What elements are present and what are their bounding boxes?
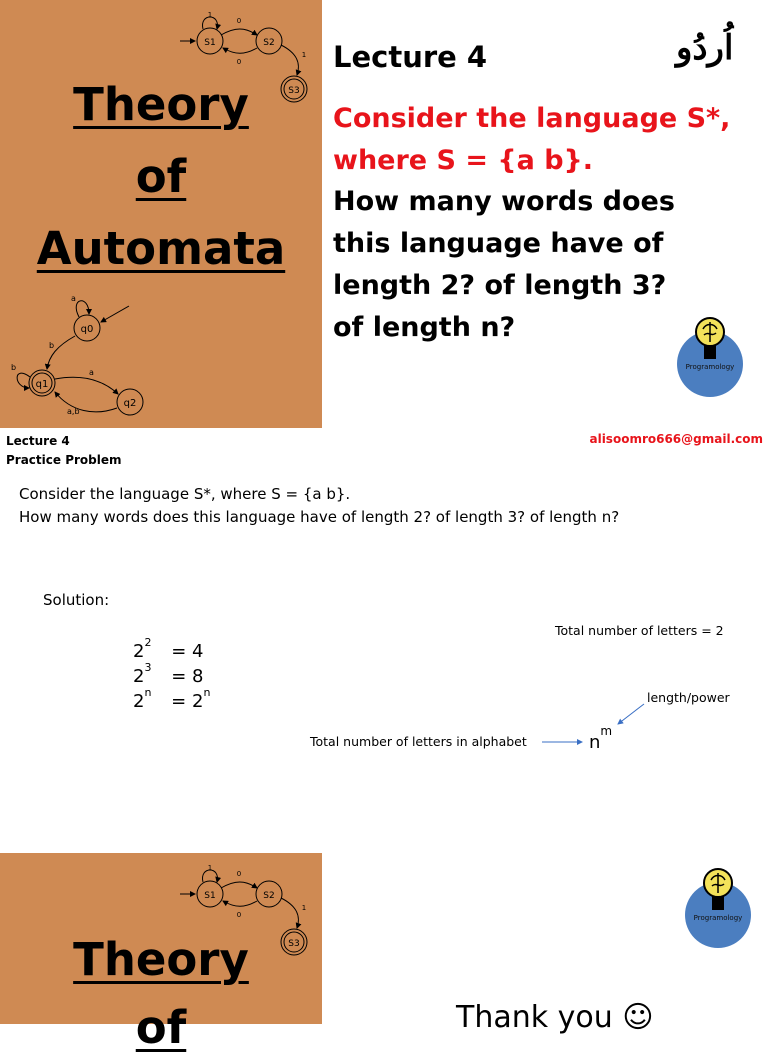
problem-line-2: How many words does this language have of length 2? of length 3? of length n? bbox=[19, 508, 620, 526]
state-s1-label-2: S1 bbox=[204, 891, 216, 901]
label-0-bottom-2: 0 bbox=[236, 911, 242, 919]
formula-n-m bbox=[589, 724, 613, 753]
problem-line-1: Consider the language S*, where S = {a b}. bbox=[19, 485, 351, 503]
question-line-3: length 2? of length 3? bbox=[333, 270, 667, 301]
title-panel-2 bbox=[0, 853, 322, 1054]
lecture-label-text: Lecture 4 bbox=[6, 434, 70, 448]
equation-3: $2^n = 2^n$ bbox=[133, 686, 211, 712]
email-link[interactable]: alisoomro666@gmail.com bbox=[589, 432, 763, 446]
problem-statement bbox=[19, 483, 619, 529]
lecture-label bbox=[6, 432, 122, 470]
question-line-4: of length n? bbox=[333, 312, 516, 343]
formula-exp: m bbox=[600, 724, 613, 738]
label-1-loop: 1 bbox=[207, 11, 213, 19]
equation-2: $2^3 = 8$ bbox=[133, 661, 204, 687]
title-theory-2: Theory bbox=[73, 933, 249, 986]
thank-you-text: Thank you ☺ bbox=[456, 1000, 654, 1035]
label-1-edge-2: 1 bbox=[301, 904, 307, 912]
title-theory: Theory bbox=[73, 78, 249, 131]
state-s1-label: S1 bbox=[204, 38, 216, 48]
label-0-bottom: 0 bbox=[236, 58, 242, 66]
logo-text: Programology bbox=[685, 363, 735, 371]
label-0-top-2: 0 bbox=[236, 870, 242, 878]
alphabet-note: Total number of letters in alphabet bbox=[310, 734, 527, 749]
label-a-edge: a bbox=[89, 368, 94, 377]
equation-1: $2^2 = 4$ bbox=[133, 636, 204, 662]
state-s3-label-2: S3 bbox=[288, 939, 300, 949]
urdu-label: اُردُو bbox=[676, 28, 734, 68]
lecture-heading: Lecture 4 bbox=[333, 40, 488, 74]
length-power-note: length/power bbox=[647, 690, 730, 705]
programology-logo bbox=[677, 331, 743, 397]
label-b-loop: b bbox=[11, 363, 17, 372]
question-line-1: How many words does bbox=[333, 186, 675, 217]
label-1-edge: 1 bbox=[301, 51, 307, 59]
slide-1 bbox=[0, 0, 768, 430]
question-red-line-1: Consider the language S*, bbox=[333, 103, 731, 134]
title-of-2: of bbox=[135, 1001, 187, 1054]
practice-label-text: Practice Problem bbox=[6, 453, 122, 467]
dfa-diagram-bottom bbox=[5, 290, 165, 420]
title-of: of bbox=[135, 150, 187, 203]
state-q2-label: q2 bbox=[123, 398, 137, 409]
title-automata: Automata bbox=[36, 222, 286, 275]
programology-logo-2 bbox=[685, 882, 751, 948]
label-b-edge: b bbox=[49, 341, 55, 350]
lightbulb-icon bbox=[694, 317, 726, 363]
lightbulb-icon-2 bbox=[702, 868, 734, 914]
title-panel bbox=[0, 0, 322, 428]
arrow-to-m bbox=[618, 704, 644, 724]
state-s3-label: S3 bbox=[288, 86, 300, 96]
state-q1-label: q1 bbox=[35, 379, 49, 390]
solution-label: Solution: bbox=[43, 591, 110, 609]
logo-text-2: Programology bbox=[693, 914, 743, 922]
question-line-2: this language have of bbox=[333, 228, 664, 259]
state-s2-label: S2 bbox=[263, 38, 275, 48]
total-letters-note: Total number of letters = 2 bbox=[555, 623, 724, 638]
label-a-loop: a bbox=[71, 294, 76, 303]
label-1-loop-2: 1 bbox=[207, 864, 213, 872]
label-ab-edge: a,b bbox=[67, 407, 80, 416]
state-s2-label-2: S2 bbox=[263, 891, 275, 901]
formula-base: n bbox=[589, 732, 601, 753]
question-black bbox=[333, 181, 675, 349]
question-red-line-2: where S = {a b}. bbox=[333, 145, 594, 176]
state-q0-label: q0 bbox=[80, 324, 94, 335]
question-red bbox=[333, 98, 730, 182]
label-0-top: 0 bbox=[236, 17, 242, 25]
